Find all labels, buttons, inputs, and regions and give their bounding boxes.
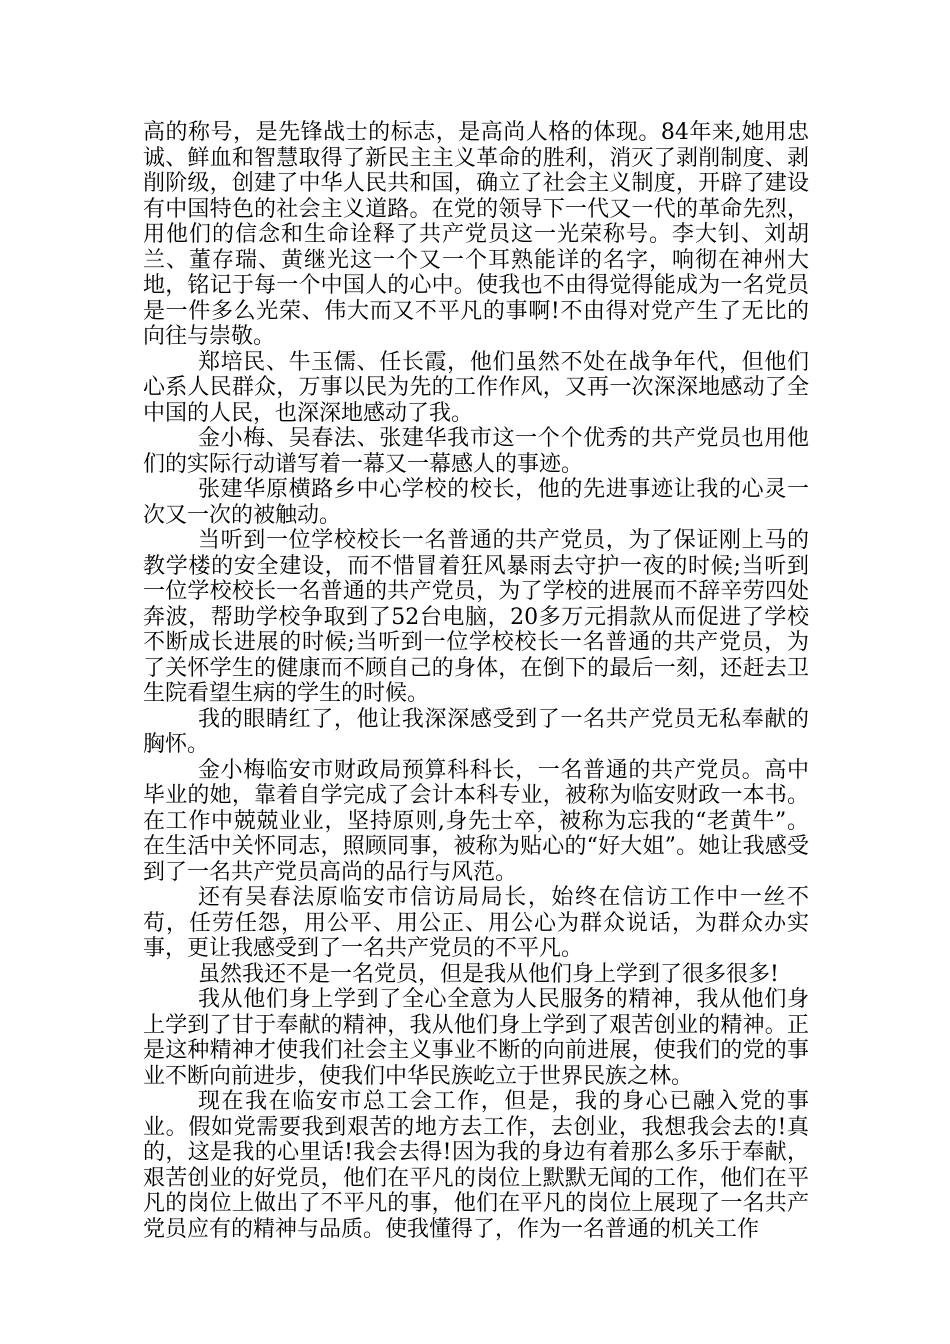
- paragraph-6: 我的眼睛红了，他让我深深感受到了一名共产党员无私奉献的胸怀。: [143, 706, 809, 757]
- paragraph-8: 还有吴春法原临安市信访局局长，始终在信访工作中一丝不苟，任劳任怨，用公平、用公正、用公心为群众说话，为群众办实事，更让我感受到了一名共产党员的不平凡。: [143, 885, 809, 961]
- paragraph-4: 张建华原横路乡中心学校的校长，他的先进事迹让我的心灵一次又一次的被触动。: [143, 477, 809, 528]
- paragraph-11: 现在我在临安市总工会工作，但是，我的身心已融入党的事业。假如党需要我到艰苦的地方去工作，去创业，我想我会去的!真的，这是我的心里话!我会去得!因为我的身边有着那么多乐于奉献，艰苦创业的好党员，他们在平凡的岗位上默默无闻的工作，他们在平凡的岗位上做出了不平凡的事，他们在平凡的岗位上展现了一名共产党员应有的精神与品质。使我懂得了，作为一名普通的机关工作: [143, 1089, 809, 1242]
- paragraph-10: 我从他们身上学到了全心全意为人民服务的精神，我从他们身上学到了甘于奉献的精神，我从他们身上学到了艰苦创业的精神。正是这种精神才使我们社会主义事业不断的向前进展，使我们的党的事业不断向前进步，使我们中华民族屹立于世界民族之林。: [143, 987, 809, 1089]
- paragraph-3: 金小梅、吴春法、张建华我市这一个个优秀的共产党员也用他们的实际行动谱写着一幕又一幕感人的事迹。: [143, 426, 809, 477]
- paragraph-9: 虽然我还不是一名党员，但是我从他们身上学到了很多很多!: [198, 961, 779, 987]
- paragraph-2: 郑培民、牛玉儒、任长霞，他们虽然不处在战争年代，但他们心系人民群众，万事以民为先的工作作风，又再一次深深地感动了全中国的人民，也深深地感动了我。: [143, 349, 809, 426]
- paragraph-7: 金小梅临安市财政局预算科科长，一名普通的共产党员。高中毕业的她，靠着自学完成了会计本科专业，被称为临安财政一本书。在工作中兢兢业业，坚持原则,身先士卒，被称为忘我的“老黄牛”。在生活中关怀同志，照顾同事，被称为贴心的“好大姐”。她让我感受到了一名共产党员高尚的品行与风范。: [143, 757, 809, 885]
- paragraph-1: 高的称号，是先锋战士的标志，是高尚人格的体现。84年来,她用忠诚、鲜血和智慧取得了新民主主义革命的胜利，消灭了剥削制度、剥削阶级，创建了中华人民共和国，确立了社会主义制度，开辟了建设有中国特色的社会主义道路。在党的领导下一代又一代的革命先烈，用他们的信念和生命诠释了共产党员这一光荣称号。李大钊、刘胡兰、董存瑞、黄继光这一个又一个耳熟能详的名字，响彻在神州大地，铭记于每一个中国人的心中。使我也不由得觉得能成为一名党员是一件多么光荣、伟大而又不平凡的事啊!不由得对党产生了无比的向往与崇敬。: [143, 120, 809, 349]
- paragraph-5: 当听到一位学校校长一名普通的共产党员，为了保证刚上马的教学楼的安全建设，而不惜冒着狂风暴雨去守护一夜的时候;当听到一位学校校长一名普通的共产党员，为了学校的进展而不辞辛劳四处奔波，帮助学校争取到了52台电脑，20多万元捐款从而促进了学校不断成长进展的时候;当听到一位学校校长一名普通的共产党员，为了关怀学生的健康而不顾自己的身体，在倒下的最后一刻，还赶去卫生院看望生病的学生的时候。: [143, 528, 809, 706]
- document-page: [143, 120, 809, 1242]
